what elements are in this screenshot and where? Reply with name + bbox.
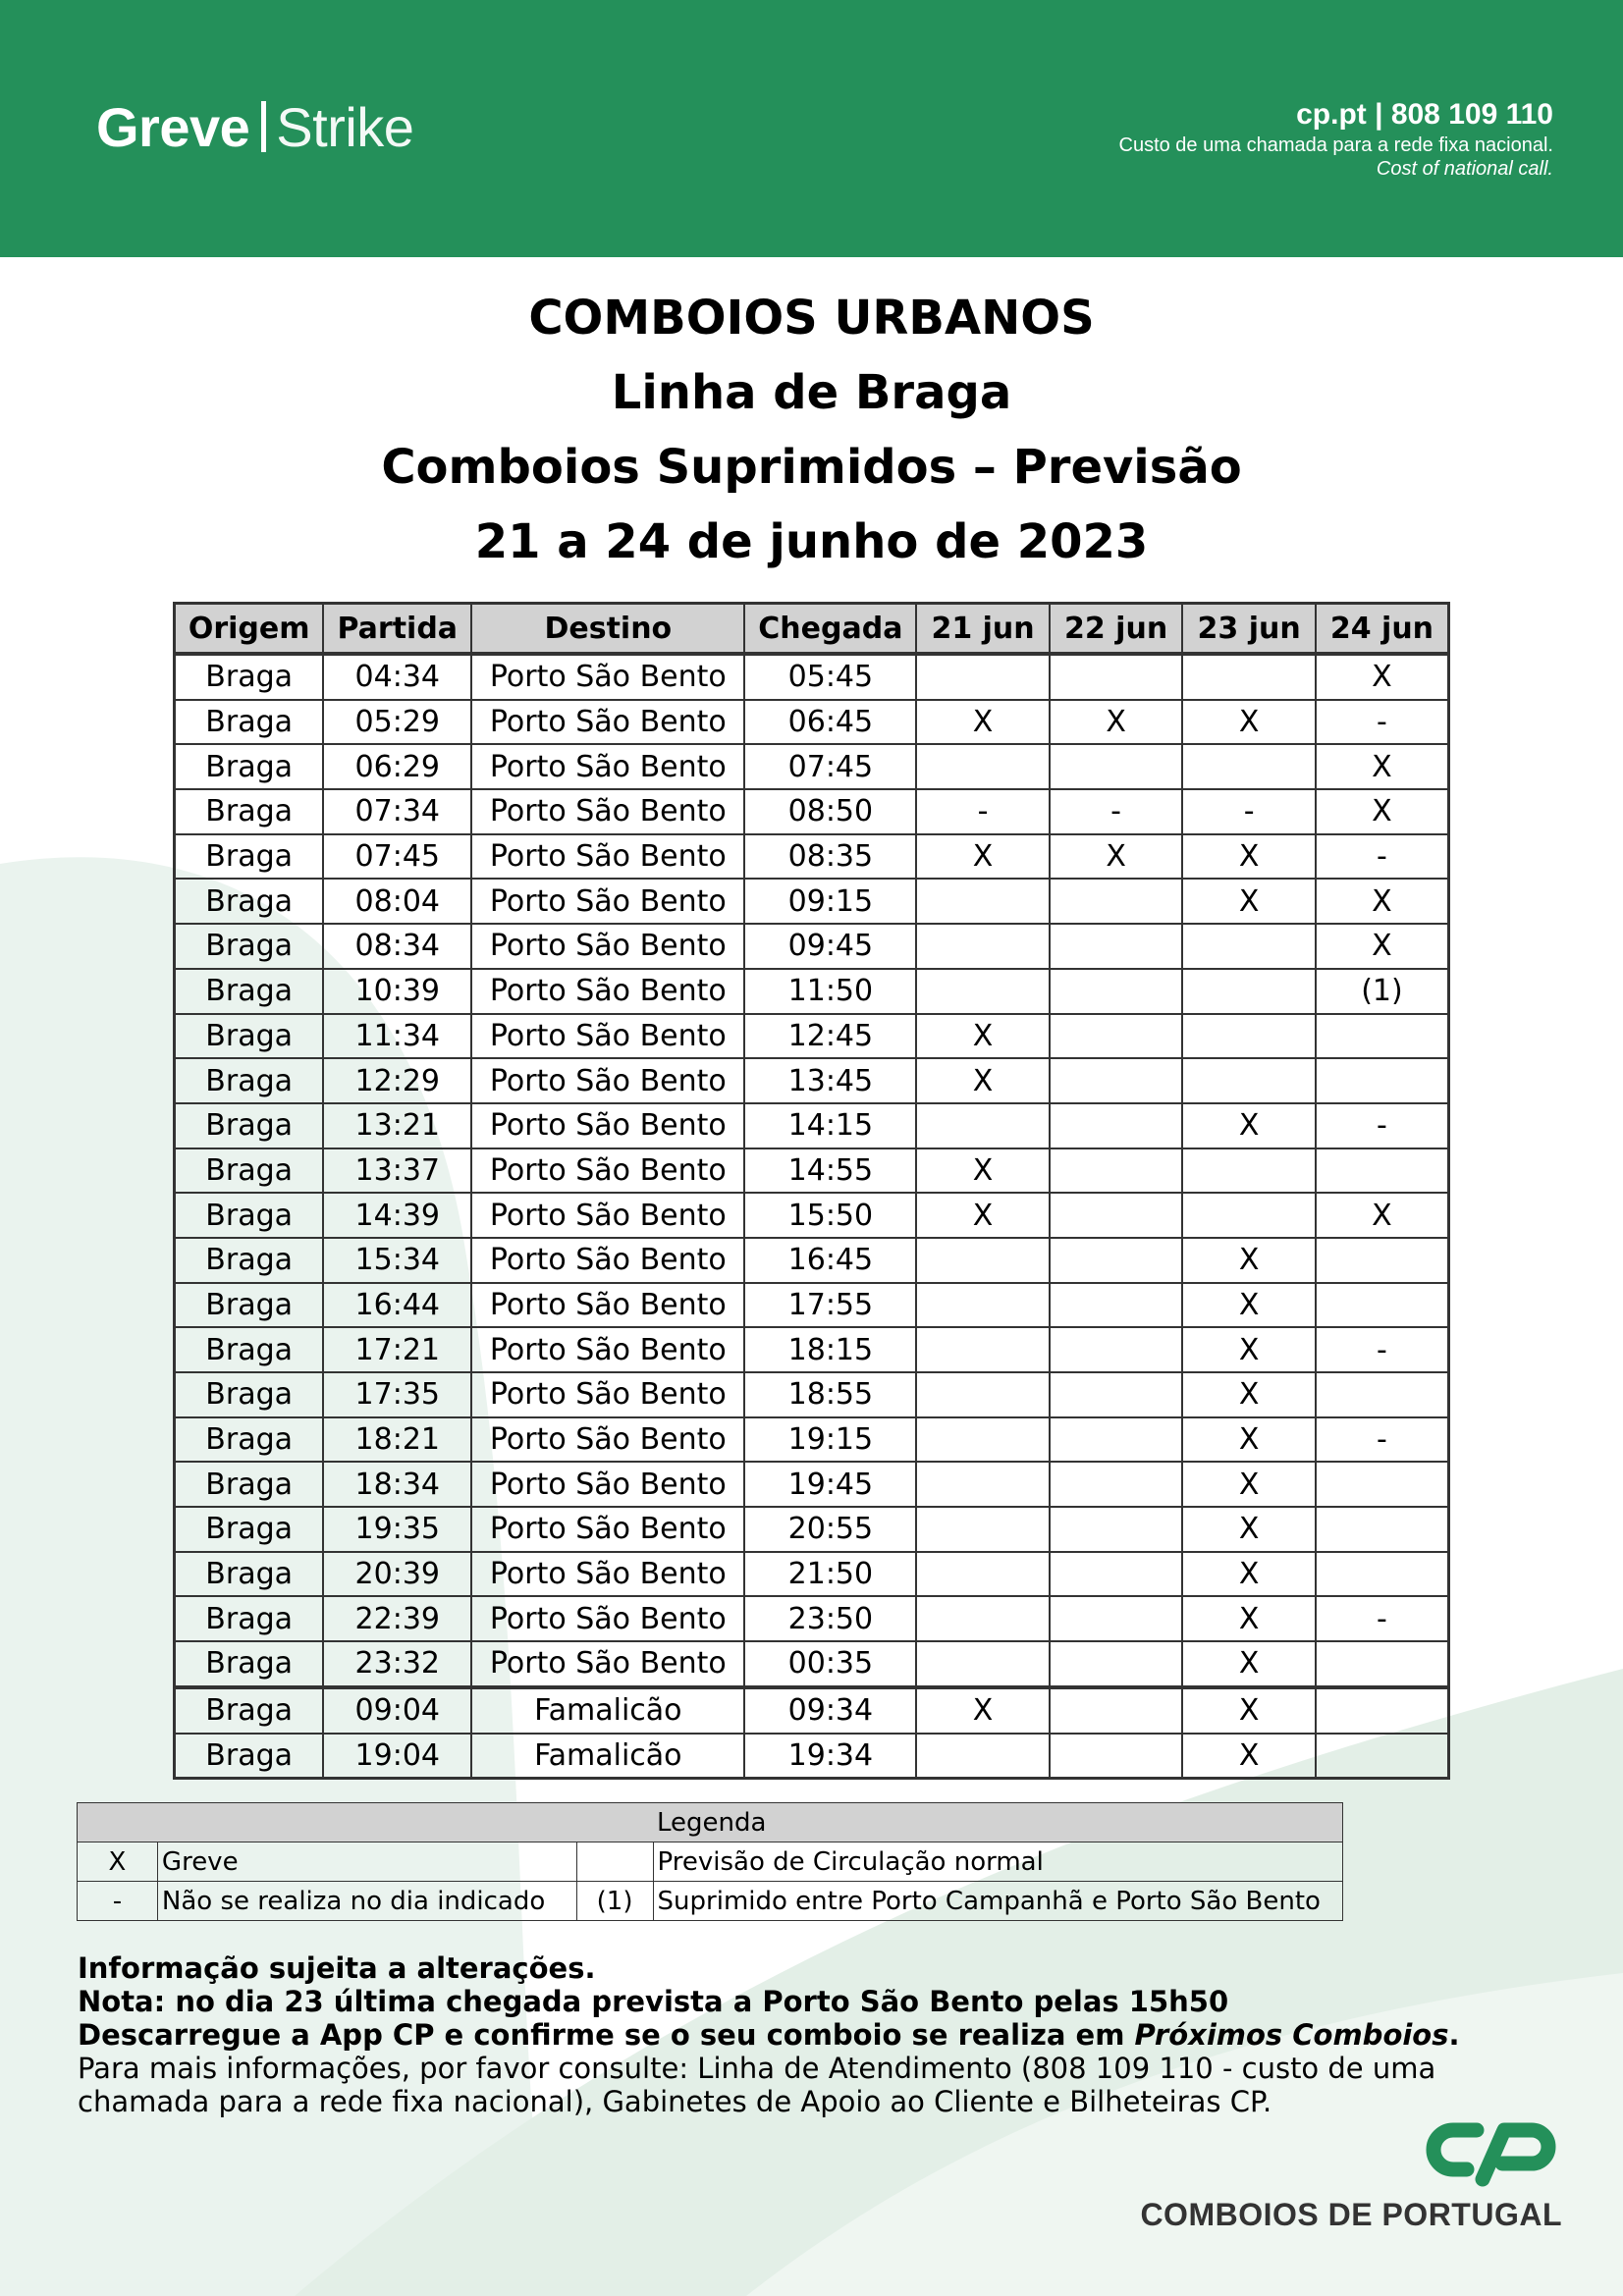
table-cell: -: [1316, 1417, 1449, 1463]
table-cell: [1050, 1596, 1183, 1641]
table-cell: [1316, 1734, 1449, 1779]
table-cell: Braga: [175, 1641, 324, 1687]
table-cell: Porto São Bento: [471, 744, 744, 789]
table-cell: [1182, 1058, 1316, 1103]
table-cell: [916, 1283, 1050, 1328]
table-cell: [1050, 1283, 1183, 1328]
table-cell: [1050, 1552, 1183, 1597]
table-cell: 14:15: [744, 1103, 916, 1148]
table-cell: 20:39: [323, 1552, 471, 1597]
table-cell: 19:34: [744, 1734, 916, 1779]
note-info: Informação sujeita a alterações.: [78, 1951, 596, 1985]
table-cell: Porto São Bento: [471, 1058, 744, 1103]
table-cell: Porto São Bento: [471, 834, 744, 880]
table-cell: X: [1182, 834, 1316, 880]
table-cell: Braga: [175, 1148, 324, 1194]
suppressed-trains-table: [173, 602, 1450, 1780]
table-row: [175, 744, 1449, 789]
table-cell: Braga: [175, 879, 324, 924]
table-cell: Braga: [175, 1417, 324, 1463]
table-cell: 09:04: [323, 1687, 471, 1734]
table-cell: Porto São Bento: [471, 654, 744, 700]
table-cell: Braga: [175, 1238, 324, 1283]
legend-dash-symbol: -: [78, 1882, 158, 1921]
table-cell: 07:45: [323, 834, 471, 880]
table-row: [175, 1734, 1449, 1779]
table-cell: 10:39: [323, 969, 471, 1014]
contact-cost-pt: Custo de uma chamada para a rede fixa nacional.: [1118, 134, 1553, 156]
table-cell: 07:45: [744, 744, 916, 789]
table-cell: 19:35: [323, 1507, 471, 1552]
table-row: [175, 1596, 1449, 1641]
table-cell: Porto São Bento: [471, 1641, 744, 1687]
table-cell: Porto São Bento: [471, 1014, 744, 1059]
table-cell: Braga: [175, 1103, 324, 1148]
table-row: [175, 1552, 1449, 1597]
table-cell: 12:45: [744, 1014, 916, 1059]
table-row: [175, 1283, 1449, 1328]
table-cell: X: [1050, 834, 1183, 880]
contact-phone: cp.pt | 808 109 110: [1296, 98, 1553, 131]
table-cell: [1316, 1148, 1449, 1194]
table-cell: [1182, 1148, 1316, 1194]
table-cell: [1050, 1372, 1183, 1417]
column-header: 24 jun: [1316, 604, 1449, 655]
table-cell: [916, 1507, 1050, 1552]
legend-x-label: Greve: [157, 1842, 576, 1882]
table-cell: X: [916, 834, 1050, 880]
table-cell: Porto São Bento: [471, 1372, 744, 1417]
table-cell: -: [1182, 789, 1316, 834]
note-app: [78, 2018, 1570, 2052]
table-cell: 18:55: [744, 1372, 916, 1417]
table-cell: -: [1316, 1103, 1449, 1148]
table-cell: 20:55: [744, 1507, 916, 1552]
table-cell: [1316, 1462, 1449, 1507]
table-cell: 05:45: [744, 654, 916, 700]
table-row: [175, 969, 1449, 1014]
table-cell: X: [1316, 744, 1449, 789]
table-cell: X: [1182, 1417, 1316, 1463]
table-cell: [1182, 924, 1316, 969]
table-cell: Porto São Bento: [471, 1103, 744, 1148]
table-cell: X: [1316, 924, 1449, 969]
table-cell: 00:35: [744, 1641, 916, 1687]
title-line-4: 21 a 24 de junho de 2023: [474, 514, 1149, 569]
table-cell: [1182, 1193, 1316, 1238]
legend-table: [77, 1802, 1343, 1921]
table-cell: X: [916, 1058, 1050, 1103]
table-cell: X: [1316, 789, 1449, 834]
table-cell: 23:32: [323, 1641, 471, 1687]
table-cell: [1316, 1283, 1449, 1328]
table-row: [175, 1507, 1449, 1552]
table-cell: X: [1182, 700, 1316, 745]
table-cell: Braga: [175, 654, 324, 700]
table-cell: Braga: [175, 834, 324, 880]
note-nota: Nota: no dia 23 última chegada prevista a Porto São Bento pelas 15h50: [78, 1985, 1229, 2018]
table-row: [175, 700, 1449, 745]
table-cell: Braga: [175, 1462, 324, 1507]
column-header: Chegada: [744, 604, 916, 655]
table-cell: Porto São Bento: [471, 1507, 744, 1552]
table-cell: 11:34: [323, 1014, 471, 1059]
legend-dash-label: Não se realiza no dia indicado: [157, 1882, 576, 1921]
table-cell: [916, 1327, 1050, 1372]
column-header: 21 jun: [916, 604, 1050, 655]
table-cell: X: [1182, 1641, 1316, 1687]
table-cell: X: [1182, 1327, 1316, 1372]
table-cell: [916, 1734, 1050, 1779]
legend-title: Legenda: [78, 1803, 1343, 1842]
table-cell: [1050, 1103, 1183, 1148]
table-cell: 08:04: [323, 879, 471, 924]
table-cell: Braga: [175, 1283, 324, 1328]
table-cell: Braga: [175, 1327, 324, 1372]
table-cell: 17:55: [744, 1283, 916, 1328]
table-cell: Braga: [175, 1058, 324, 1103]
table-cell: 19:04: [323, 1734, 471, 1779]
table-cell: 16:44: [323, 1283, 471, 1328]
table-cell: 12:29: [323, 1058, 471, 1103]
table-cell: Braga: [175, 1734, 324, 1779]
table-cell: [1050, 1687, 1183, 1734]
table-cell: 18:21: [323, 1417, 471, 1463]
table-cell: (1): [1316, 969, 1449, 1014]
cp-logo-icon: [1426, 2118, 1563, 2187]
table-row: [175, 1462, 1449, 1507]
table-cell: 14:39: [323, 1193, 471, 1238]
table-cell: X: [916, 700, 1050, 745]
table-cell: X: [1050, 700, 1183, 745]
table-cell: [1050, 969, 1183, 1014]
table-cell: 18:34: [323, 1462, 471, 1507]
table-row: [175, 1103, 1449, 1148]
company-name: COMBOIOS DE PORTUGAL: [1140, 2197, 1562, 2232]
table-row: [175, 1058, 1449, 1103]
brand-strike: Strike: [276, 96, 414, 158]
table-cell: 09:45: [744, 924, 916, 969]
table-cell: Braga: [175, 1014, 324, 1059]
table-cell: Braga: [175, 700, 324, 745]
document-title: [0, 281, 1623, 579]
table-cell: X: [1182, 1103, 1316, 1148]
table-cell: [916, 1417, 1050, 1463]
title-line-2: Linha de Braga: [611, 365, 1012, 420]
table-cell: Porto São Bento: [471, 969, 744, 1014]
table-cell: [1316, 1058, 1449, 1103]
table-cell: X: [1182, 1283, 1316, 1328]
table-cell: Braga: [175, 789, 324, 834]
table-cell: Porto São Bento: [471, 1238, 744, 1283]
table-cell: [916, 1552, 1050, 1597]
table-cell: X: [1182, 1507, 1316, 1552]
table-cell: X: [1316, 1193, 1449, 1238]
table-cell: Porto São Bento: [471, 1552, 744, 1597]
table-cell: 17:21: [323, 1327, 471, 1372]
legend-note-symbol: (1): [576, 1882, 653, 1921]
table-cell: [1182, 1014, 1316, 1059]
legend-x-symbol: X: [78, 1842, 158, 1882]
table-cell: Famalicão: [471, 1687, 744, 1734]
table-cell: [916, 1103, 1050, 1148]
table-cell: 13:37: [323, 1148, 471, 1194]
table-cell: X: [1182, 1552, 1316, 1597]
table-row: [175, 1687, 1449, 1734]
table-row: [175, 1372, 1449, 1417]
note-more-info: Para mais informações, por favor consulte: Linha de Atendimento (808 109 110 - custo de uma chamada para a rede fixa nacional), Gabinetes de Apoio ao Cliente e Bilheteiras CP.: [78, 2052, 1436, 2118]
table-cell: [1050, 1417, 1183, 1463]
table-cell: [1050, 1148, 1183, 1194]
table-cell: 19:45: [744, 1462, 916, 1507]
table-cell: Braga: [175, 1596, 324, 1641]
table-cell: [1182, 654, 1316, 700]
table-cell: Porto São Bento: [471, 1596, 744, 1641]
table-cell: [1050, 1058, 1183, 1103]
table-cell: 07:34: [323, 789, 471, 834]
legend-note-label: Suprimido entre Porto Campanhã e Porto São Bento: [653, 1882, 1342, 1921]
title-line-3: Comboios Suprimidos – Previsão: [381, 440, 1242, 495]
table-row: [175, 1327, 1449, 1372]
table-cell: X: [1182, 1734, 1316, 1779]
table-cell: [1050, 744, 1183, 789]
table-cell: [916, 654, 1050, 700]
table-cell: X: [1316, 654, 1449, 700]
table-cell: [1050, 1238, 1183, 1283]
table-cell: -: [1316, 1327, 1449, 1372]
table-row: [175, 1193, 1449, 1238]
table-cell: 11:50: [744, 969, 916, 1014]
table-row: [175, 834, 1449, 880]
table-cell: [1182, 969, 1316, 1014]
table-cell: 06:45: [744, 700, 916, 745]
table-cell: 09:15: [744, 879, 916, 924]
table-cell: 18:15: [744, 1327, 916, 1372]
legend-normal-symbol: [576, 1842, 653, 1882]
table-row: [175, 879, 1449, 924]
table-cell: -: [1316, 700, 1449, 745]
table-cell: 17:35: [323, 1372, 471, 1417]
table-cell: [1316, 1507, 1449, 1552]
table-cell: Braga: [175, 1193, 324, 1238]
table-cell: 21:50: [744, 1552, 916, 1597]
table-cell: [1050, 1641, 1183, 1687]
table-cell: [1316, 1014, 1449, 1059]
table-cell: -: [1316, 834, 1449, 880]
table-cell: [1050, 924, 1183, 969]
table-cell: [916, 1596, 1050, 1641]
brand-greve: Greve: [96, 96, 250, 158]
table-cell: 15:34: [323, 1238, 471, 1283]
table-cell: 08:35: [744, 834, 916, 880]
note-app-emphasis: Próximos Comboios: [1134, 2018, 1449, 2052]
table-cell: [916, 1641, 1050, 1687]
table-cell: 06:29: [323, 744, 471, 789]
table-cell: X: [1182, 1596, 1316, 1641]
table-cell: [916, 879, 1050, 924]
table-row: [175, 1417, 1449, 1463]
table-cell: X: [1182, 1372, 1316, 1417]
table-cell: X: [1182, 1238, 1316, 1283]
table-row: [175, 1238, 1449, 1283]
table-cell: 13:21: [323, 1103, 471, 1148]
note-app-prefix: Descarregue a App CP e confirme se o seu comboio se realiza em: [78, 2018, 1135, 2052]
table-cell: -: [916, 789, 1050, 834]
table-cell: [1050, 654, 1183, 700]
table-row: [175, 789, 1449, 834]
table-row: [175, 1014, 1449, 1059]
note-app-suffix: .: [1448, 2018, 1460, 2052]
table-cell: Porto São Bento: [471, 879, 744, 924]
table-cell: [1316, 1687, 1449, 1734]
table-cell: [1050, 1462, 1183, 1507]
table-cell: X: [1182, 1462, 1316, 1507]
table-cell: 14:55: [744, 1148, 916, 1194]
table-cell: X: [1182, 879, 1316, 924]
title-line-1: COMBOIOS URBANOS: [528, 291, 1095, 346]
column-header: Destino: [471, 604, 744, 655]
table-cell: [1050, 1507, 1183, 1552]
table-cell: X: [916, 1687, 1050, 1734]
table-cell: [1050, 1193, 1183, 1238]
contact-cost-en: Cost of national call.: [1376, 158, 1553, 180]
table-cell: 08:34: [323, 924, 471, 969]
table-cell: Porto São Bento: [471, 1148, 744, 1194]
table-cell: [916, 969, 1050, 1014]
table-cell: [1050, 1014, 1183, 1059]
table-cell: Famalicão: [471, 1734, 744, 1779]
legend-normal-label: Previsão de Circulação normal: [653, 1842, 1342, 1882]
table-cell: [1316, 1552, 1449, 1597]
table-cell: X: [916, 1014, 1050, 1059]
table-cell: 16:45: [744, 1238, 916, 1283]
table-cell: Porto São Bento: [471, 789, 744, 834]
table-cell: [1050, 1327, 1183, 1372]
table-cell: 04:34: [323, 654, 471, 700]
table-cell: X: [916, 1148, 1050, 1194]
table-cell: 05:29: [323, 700, 471, 745]
notes-block: [78, 1951, 1570, 2118]
table-cell: [916, 1238, 1050, 1283]
table-cell: [1316, 1238, 1449, 1283]
table-cell: Braga: [175, 969, 324, 1014]
table-row: [175, 1641, 1449, 1687]
column-header: 22 jun: [1050, 604, 1183, 655]
table-header-row: [175, 604, 1449, 655]
table-cell: 23:50: [744, 1596, 916, 1641]
table-cell: -: [1050, 789, 1183, 834]
table-cell: Porto São Bento: [471, 924, 744, 969]
table-cell: [916, 924, 1050, 969]
table-cell: Braga: [175, 1687, 324, 1734]
table-cell: Porto São Bento: [471, 1193, 744, 1238]
table-cell: X: [1316, 879, 1449, 924]
table-cell: [1316, 1372, 1449, 1417]
column-header: Origem: [175, 604, 324, 655]
table-cell: Braga: [175, 1507, 324, 1552]
table-cell: [1316, 1641, 1449, 1687]
table-cell: Porto São Bento: [471, 1327, 744, 1372]
table-cell: 22:39: [323, 1596, 471, 1641]
table-cell: [1050, 1734, 1183, 1779]
table-cell: [916, 744, 1050, 789]
table-cell: Porto São Bento: [471, 1283, 744, 1328]
table-cell: -: [1316, 1596, 1449, 1641]
table-cell: Braga: [175, 924, 324, 969]
table-cell: Braga: [175, 1552, 324, 1597]
table-cell: Braga: [175, 744, 324, 789]
table-row: [175, 654, 1449, 700]
table-cell: Braga: [175, 1372, 324, 1417]
table-cell: [1050, 879, 1183, 924]
table-row: [175, 924, 1449, 969]
table-cell: Porto São Bento: [471, 700, 744, 745]
table-cell: Porto São Bento: [471, 1462, 744, 1507]
table-cell: X: [916, 1193, 1050, 1238]
table-cell: [916, 1372, 1050, 1417]
table-cell: 15:50: [744, 1193, 916, 1238]
column-header: 23 jun: [1182, 604, 1316, 655]
table-cell: 13:45: [744, 1058, 916, 1103]
table-row: [175, 1148, 1449, 1194]
table-cell: 19:15: [744, 1417, 916, 1463]
table-cell: [1182, 744, 1316, 789]
table-cell: [916, 1462, 1050, 1507]
table-cell: Porto São Bento: [471, 1417, 744, 1463]
table-cell: 08:50: [744, 789, 916, 834]
table-cell: X: [1182, 1687, 1316, 1734]
column-header: Partida: [323, 604, 471, 655]
table-cell: 09:34: [744, 1687, 916, 1734]
